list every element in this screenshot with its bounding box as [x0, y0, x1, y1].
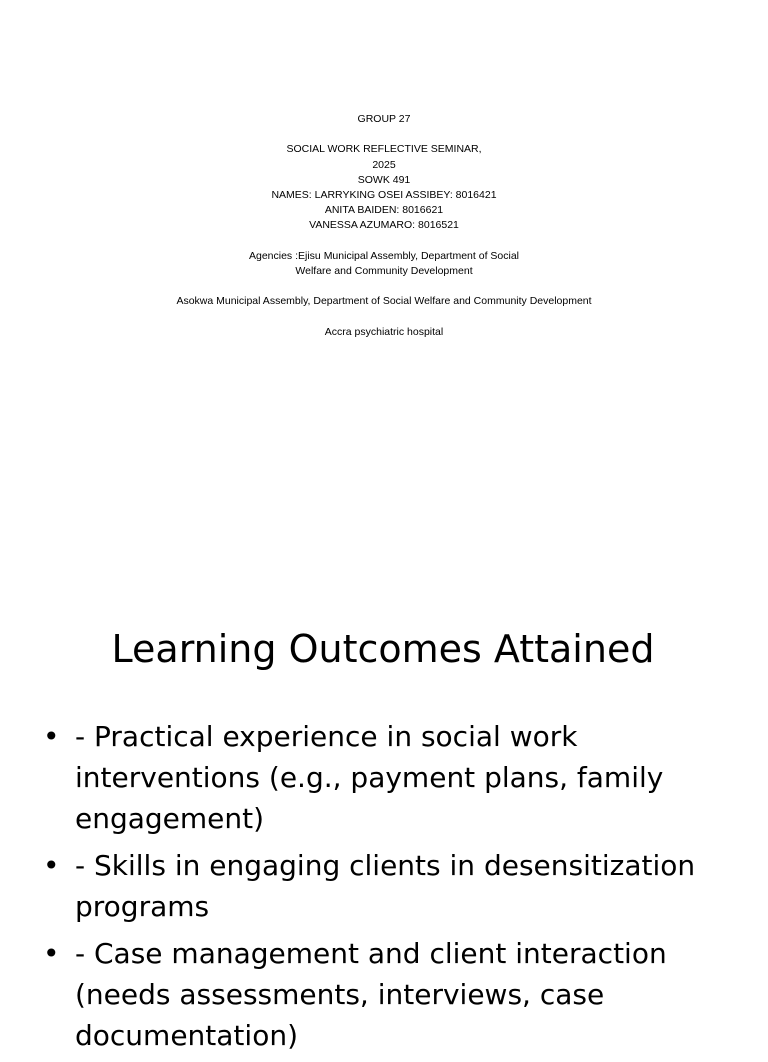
agency-2: Asokwa Municipal Assembly, Department of Social Welfare and Community Development — [176, 295, 592, 308]
spacer — [0, 127, 768, 142]
agency-1-line-2: Welfare and Community Development — [295, 265, 473, 277]
bullet-icon: • — [43, 849, 60, 882]
course-code: SOWK 491 — [357, 173, 411, 186]
member-name-3: VANESSA AZUMARO: 8016521 — [309, 219, 459, 232]
outcomes-slide — [0, 576, 768, 1052]
bullet-text: - Case management and client interaction (needs assessments, interviews, case documentation) — [75, 937, 667, 1052]
spacer — [0, 234, 768, 249]
agency-1-line-1: Agencies :Ejisu Municipal Assembly, Department of Social — [248, 249, 519, 262]
list-item — [0, 933, 768, 1056]
bullet-list — [0, 716, 768, 1062]
slide-heading: Learning Outcomes Attained — [111, 627, 655, 671]
member-name-1: NAMES: LARRYKING OSEI ASSIBEY: 8016421 — [271, 189, 497, 201]
spacer — [0, 310, 768, 325]
bullet-text: - Practical experience in social work interventions (e.g., payment plans, family engagement) — [75, 720, 664, 835]
bullet-icon: • — [43, 937, 60, 970]
title-block — [0, 112, 768, 340]
agency-3: Accra psychiatric hospital — [324, 325, 444, 338]
course-year: 2025 — [372, 158, 396, 171]
bullet-icon: • — [43, 720, 60, 753]
list-item — [0, 845, 768, 927]
list-item — [0, 716, 768, 839]
spacer — [0, 279, 768, 294]
member-name-2: ANITA BAIDEN: 8016621 — [324, 204, 444, 217]
group-number: GROUP 27 — [357, 113, 411, 125]
course-title: SOCIAL WORK REFLECTIVE SEMINAR, — [286, 143, 482, 156]
bullet-text: - Skills in engaging clients in desensitization programs — [75, 849, 696, 923]
